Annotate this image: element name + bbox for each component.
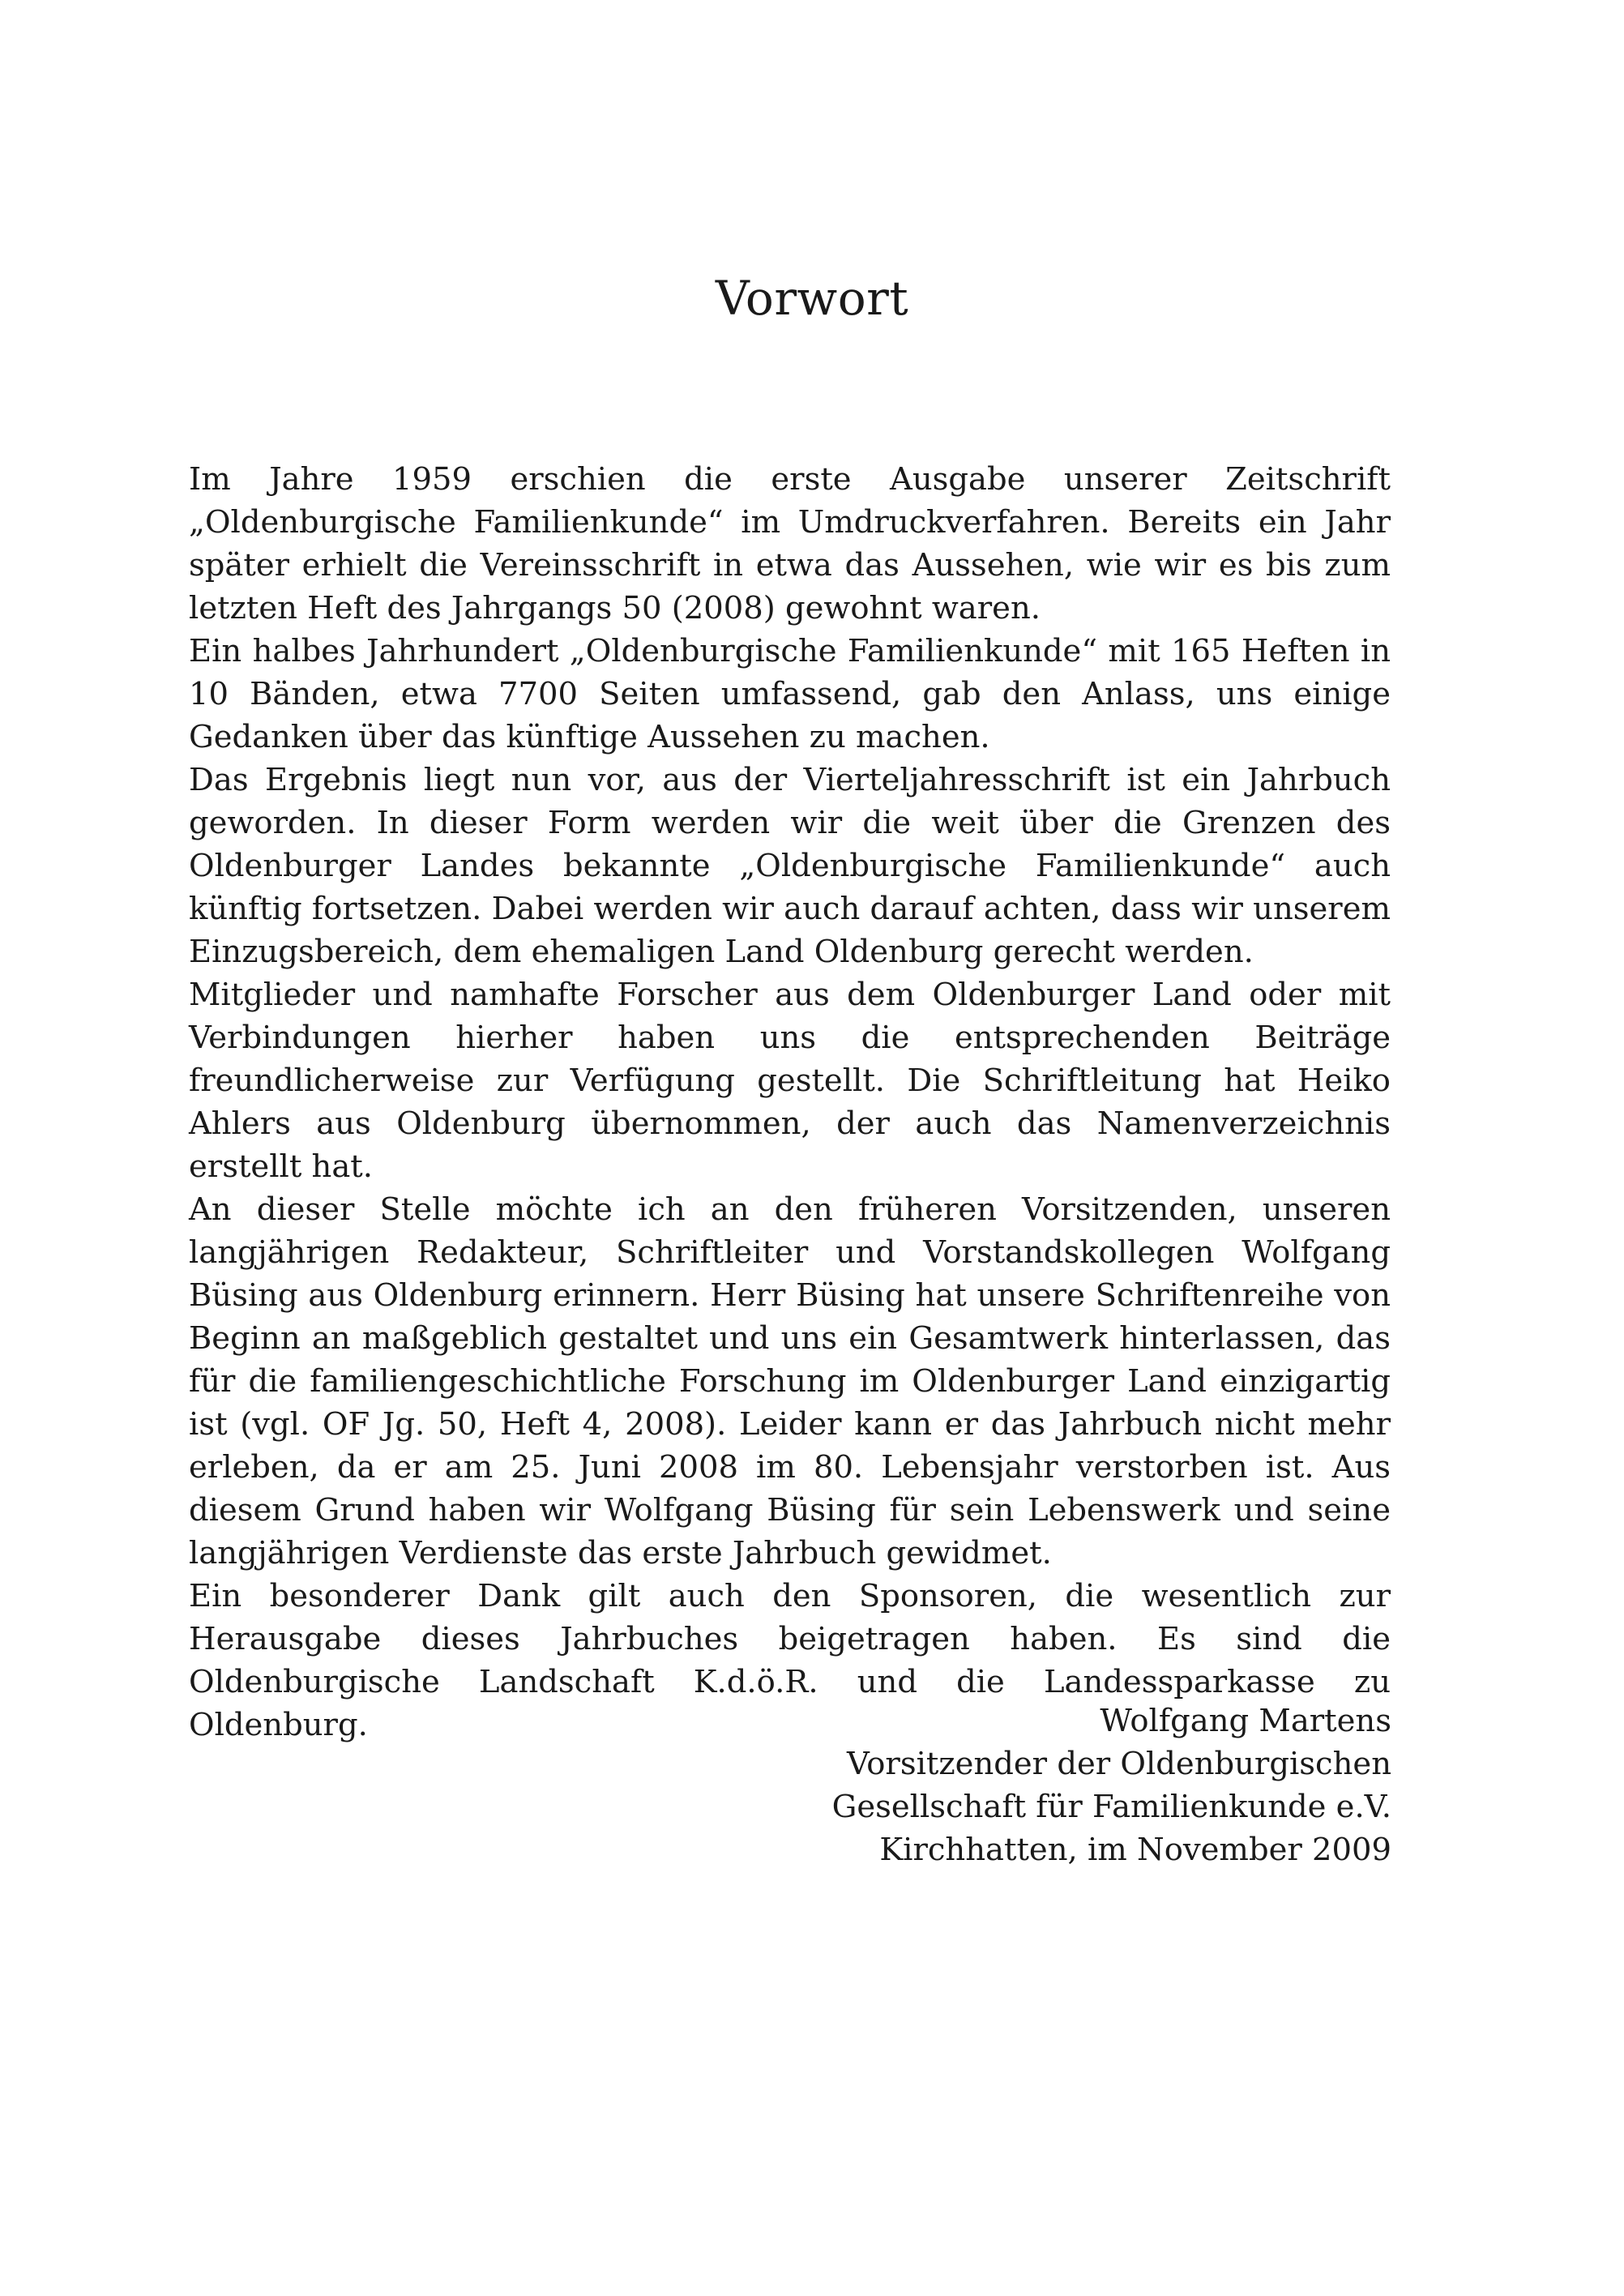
paragraph-6: Ein besonderer Dank gilt auch den Sponsoren, die wesentlich zur Herausgabe dieses Jahrbuches beigetragen haben. Es sind die Oldenburgische Landschaft K.d.ö.R. und die Landessparkasse zu Oldenburg. xyxy=(189,1578,1391,1743)
signature-place-date: Kirchhatten, im November 2009 xyxy=(879,1832,1391,1868)
signature-name: Wolfgang Martens xyxy=(1100,1703,1391,1739)
signature-role-line-2: Gesellschaft für Familienkunde e.V. xyxy=(831,1789,1391,1825)
paragraph-4: Mitglieder und namhafte Forscher aus dem Oldenburger Land oder mit Verbindungen hierher haben uns die entsprechenden Beiträge freundlicherweise zur Verfügung gestellt. Die Schriftleitung hat Heiko Ahlers aus Oldenburg übernommen, der auch das Namenverzeichnis erstellt hat. xyxy=(189,977,1391,1185)
signature-block xyxy=(832,1700,1391,1871)
paragraph-2: Ein halbes Jahrhundert „Oldenburgische Familienkunde“ mit 165 Heften in 10 Bänden, etwa 7700 Seiten umfassend, gab den Anlass, uns einige Gedanken über das künftige Aussehen zu machen. xyxy=(189,633,1391,755)
body-text xyxy=(189,458,1391,1747)
paragraph-1: Im Jahre 1959 erschien die erste Ausgabe unserer Zeitschrift „Oldenburgische Familienkunde“ im Umdruckverfahren. Bereits ein Jahr später erhielt die Vereinsschrift in etwa das Aussehen, wie wir es bis zum letzten Heft des Jahrgangs 50 (2008) gewohnt waren. xyxy=(189,461,1391,626)
paragraph-3: Das Ergebnis liegt nun vor, aus der Vierteljahresschrift ist ein Jahrbuch geworden. In dieser Form werden wir die weit über die Grenzen des Oldenburger Landes bekannte „Oldenburgische Familienkunde“ auch künftig fortsetzen. Dabei werden wir auch darauf achten, dass wir unserem Einzugsbereich, dem ehemaligen Land Oldenburg gerecht werden. xyxy=(189,762,1391,970)
signature-role-line-1: Vorsitzender der Oldenburgischen xyxy=(846,1746,1391,1782)
page-title: Vorwort xyxy=(715,271,909,326)
paragraph-5: An dieser Stelle möchte ich an den früheren Vorsitzenden, unseren langjährigen Redakteur, Schriftleiter und Vorstandskollegen Wolfgang Büsing aus Oldenburg erinnern. Herr Büsing hat unsere Schriftenreihe von Beginn an maßgeblich gestaltet und uns ein Gesamtwerk hinterlassen, das für die familiengeschichtliche Forschung im Oldenburger Land einzigartig ist (vgl. OF Jg. 50, Heft 4, 2008). Leider kann er das Jahrbuch nicht mehr erleben, da er am 25. Juni 2008 im 80. Lebensjahr verstorben ist. Aus diesem Grund haben wir Wolfgang Büsing für sein Lebenswerk und seine langjährigen Verdienste das erste Jahrbuch gewidmet. xyxy=(189,1191,1391,1571)
